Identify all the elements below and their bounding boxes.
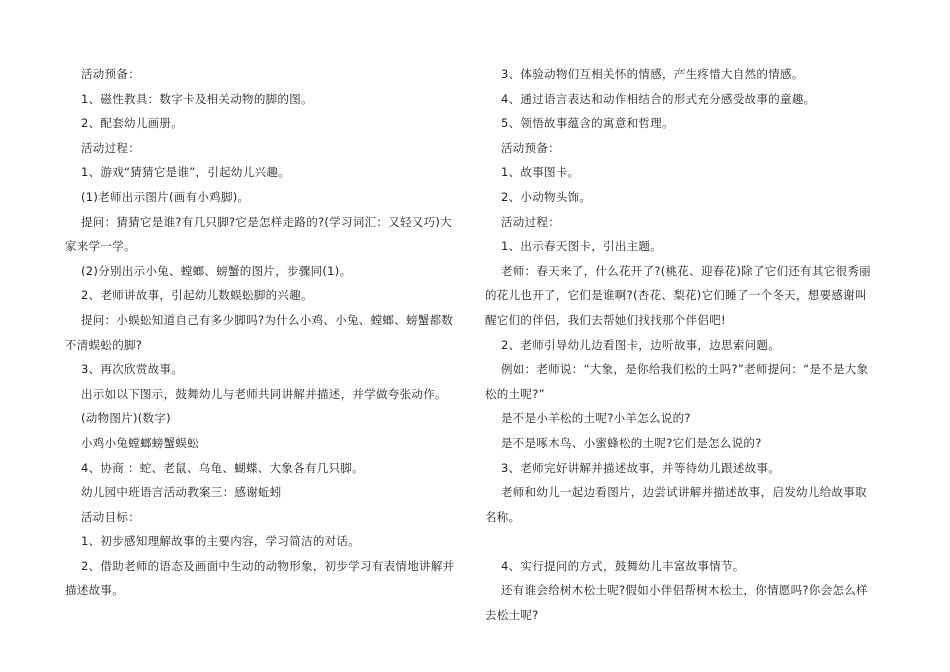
right-column (485, 62, 877, 628)
paragraph: 活动目标： (81, 509, 140, 524)
paragraph: 4、通过语言表达和动作相结合的形式充分感受故事的童趣。 (501, 91, 816, 106)
paragraph: 提问：猜猜它是谁?有几只脚?它是怎样走路的?(学习词汇：又轻又巧)大家来学一学。 (65, 214, 452, 254)
paragraph: (2)分别出示小兔、螳螂、螃蟹的图片，步骤同(1)。 (81, 263, 352, 278)
paragraph: 活动预备： (81, 67, 140, 81)
paragraph: 活动过程： (501, 214, 560, 229)
paragraph: 1、故事图卡。 (501, 165, 580, 180)
paragraph: 4、协商 ：蛇、老鼠、乌龟、蝴蝶、大象各有几只脚。 (81, 460, 364, 475)
paragraph: 老师：春天来了，什么花开了?(桃花、迎春花)除了它们还有其它很秀丽的花儿也开了，它们是谁啊?(杏花、梨花)它们睡了一个冬天，想要感谢叫醒它们的伴侣，我们去帮她们找找那个伴侣吧! (485, 263, 871, 327)
paragraph: 2、老师讲故事，引起幼儿数蜈蚣脚的兴趣。 (81, 288, 313, 303)
paragraph: 1、游戏“猜猜它是谁”，引起幼儿兴趣。 (81, 165, 290, 180)
paragraph: (1)老师出示图片(画有小鸡脚)。 (81, 189, 250, 204)
paragraph: 出示如以下图示，鼓舞幼儿与老师共同讲解并描述，并学做夸张动作。 (81, 386, 447, 401)
paragraph: 3、体验动物们互相关怀的情感，产生疼惜大自然的情感。 (501, 67, 804, 81)
left-column (65, 62, 457, 603)
paragraph: 提问：小蜈蚣知道自己有多少脚吗?为什么小鸡、小兔、螳螂、螃蟹都数不清蜈蚣的脚? (65, 312, 454, 352)
paragraph: 活动预备： (501, 140, 560, 155)
paragraph: (动物图片)(数字) (81, 411, 171, 426)
paragraph: 是不是啄木鸟、小蜜蜂松的土呢?它们是怎么说的? (501, 435, 762, 450)
paragraph: 2、小动物头饰。 (501, 189, 592, 204)
paragraph: 老师和幼儿一起边看图片，边尝试讲解并描述故事，启发幼儿给故事取名称。 (485, 485, 867, 524)
paragraph: 1、磁性教具：数字卡及相关动物的脚的图。 (81, 91, 313, 106)
paragraph: 3、再次欣赏故事。 (81, 362, 184, 377)
paragraph: 2、借助老师的语态及画面中生动的动物形象，初步学习有表情地讲解并描述故事。 (65, 558, 455, 598)
paragraph: 5、领悟故事蕴含的寓意和哲理。 (501, 116, 674, 131)
paragraph: 是不是小羊松的土呢?小羊怎么说的? (501, 411, 691, 426)
paragraph: 1、出示春天图卡，引出主题。 (501, 239, 663, 254)
paragraph: 小鸡小兔螳螂螃蟹蜈蚣 (81, 435, 199, 450)
paragraph: 还有谁会给树木松土呢?假如小伴侣帮树木松土，你情愿吗?你会怎么样去松土呢? (485, 583, 868, 623)
paragraph: 活动过程： (81, 140, 140, 155)
paragraph: 2、老师引导幼儿边看图卡，边听故事，边思索问题。 (501, 337, 781, 352)
paragraph: 例如：老师说：“大象，是你给我们松的土吗?”老师提问：“是不是大象松的土呢?” (485, 362, 869, 401)
paragraph: 4、实行提问的方式，鼓舞幼儿丰富故事情节。 (501, 558, 745, 573)
paragraph: 幼儿园中班语言活动教案三：感谢蚯蚓 (81, 485, 282, 500)
paragraph: 1、初步感知理解故事的主要内容，学习简洁的对话。 (81, 534, 361, 549)
paragraph: 2、配套幼儿画册。 (81, 116, 184, 131)
blank-line (485, 529, 877, 554)
paragraph: 3、老师完好讲解并描述故事，并等待幼儿跟述故事。 (501, 460, 781, 475)
